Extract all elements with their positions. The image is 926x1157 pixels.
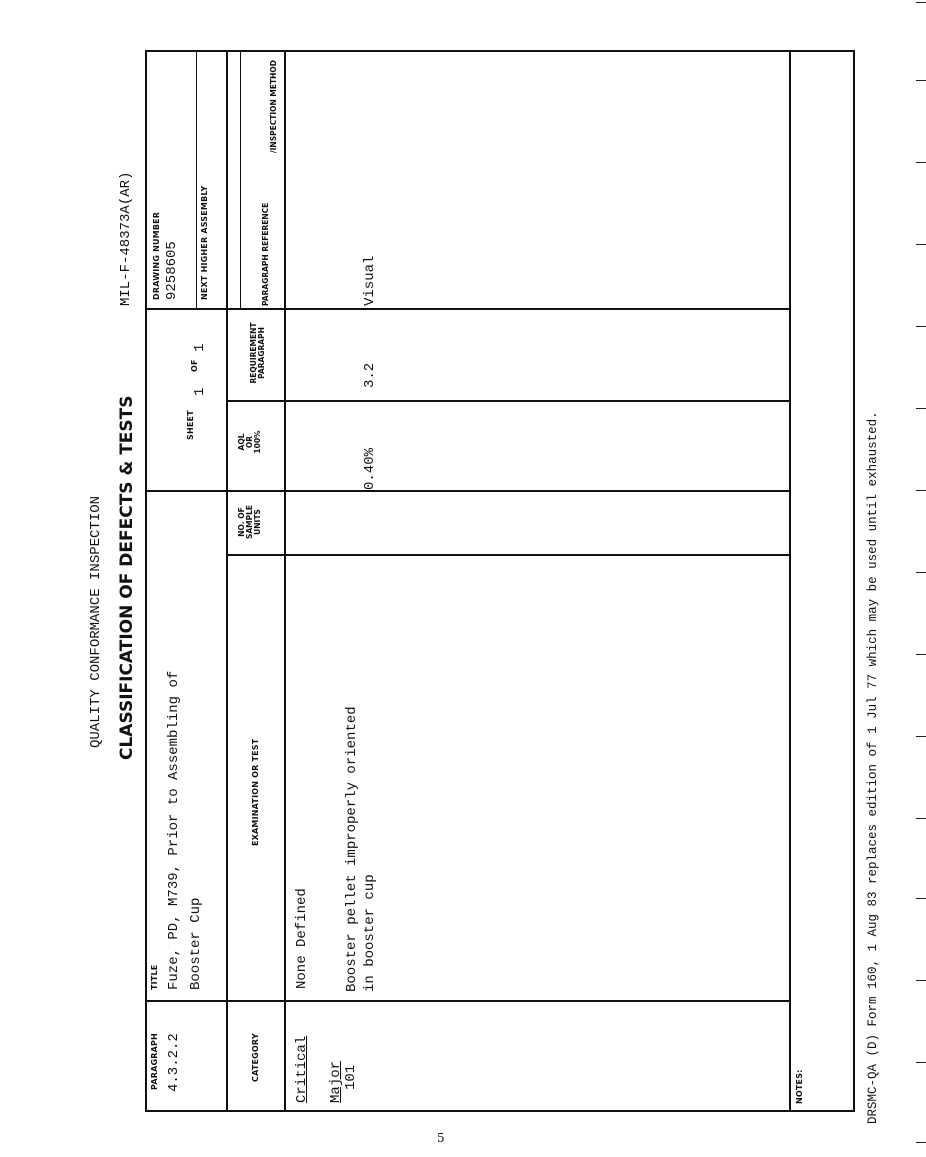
sample-aql-divider [226,490,789,492]
next-higher-assembly-label: NEXT HIGHER ASSEMBLY [200,185,209,300]
form-footer: DRSMC-QA (D) Form 160, 1 Aug 83 replaces edition of 1 Jul 77 which may be used until exhausted. [866,411,880,1124]
row-major-category: Major [328,1060,344,1103]
next-assembly-divider [196,50,197,308]
sample-units-header-line: SAMPLE [245,504,254,540]
page-heading: QUALITY CONFORMANCE INSPECTION [88,495,104,748]
requirement-header [250,308,266,398]
form-frame [145,50,855,1112]
edge-mark [916,898,926,899]
reference-header-line: /INSPECTION METHOD [269,60,278,154]
edge-mark [916,818,926,819]
edge-mark [916,572,926,573]
edge-mark [916,244,926,245]
page-number: 5 [437,1131,445,1145]
sample-units-header-line: NO. OF [237,507,246,537]
row-major-number: 101 [343,1064,359,1090]
title-line-1: Fuze, PD, M739, Prior to Assembling of [166,670,182,990]
title-sheet-divider [145,490,226,492]
header-divider [226,50,228,1112]
row-major-requirement: 3.2 [362,362,378,388]
title-line-2: Booster Cup [188,897,204,990]
requirement-header-line: PARAGRAPH [257,327,266,379]
edge-mark [916,2,926,3]
edge-mark [916,80,926,81]
exam-sample-divider [226,554,789,556]
sheet-total: 1 [192,343,208,352]
edge-mark [916,490,926,491]
aql-requirement-divider [226,400,789,402]
edge-mark [916,326,926,327]
reference-header [262,60,278,306]
reference-header-line: PARAGRAPH REFERENCE [261,202,270,306]
row-major-examination-line-1: Booster pellet improperly oriented [344,706,360,992]
row-critical-category: Critical [294,1035,310,1103]
sheet-of-label: OF [190,359,199,372]
edge-mark [916,1062,926,1063]
title-label: TITLE [150,964,159,990]
drawing-number-label: DRAWING NUMBER [152,211,161,300]
edge-mark [916,1142,926,1143]
aql-header-line: OR [245,435,254,449]
row-critical-examination: None Defined [294,888,310,989]
row-major-aql: 0.40% [362,447,378,490]
edge-mark [916,162,926,163]
row-major-examination-line-2: in booster cup [362,874,378,992]
examination-header: EXAMINATION OR TEST [251,738,260,846]
edge-mark [916,980,926,981]
edge-mark [916,408,926,409]
aql-header [238,412,262,472]
aql-header-line: AQL [237,433,246,451]
page-title: CLASSIFICATION OF DEFECTS & TESTS [117,395,137,760]
category-header: CATEGORY [251,1033,260,1082]
column-header-divider [284,50,286,1112]
aql-header-line: 100% [253,430,262,454]
sheet-label: SHEET [186,410,195,440]
reference-divider [240,50,241,308]
spec-number: MIL-F-48373A(AR) [118,171,134,306]
drawing-number-value: 9258605 [164,241,180,300]
category-exam-divider [226,1000,789,1002]
edge-mark [916,654,926,655]
sample-units-header [238,492,262,552]
paragraph-label: PARAGRAPH [150,1033,159,1090]
sheet-number: 1 [192,387,208,396]
paragraph-value: 4.3.2.2 [166,1033,182,1092]
notes-divider [789,50,791,1112]
sheet-drawing-divider [145,308,789,310]
edge-mark [916,736,926,737]
requirement-header-line: REQUIREMENT [249,322,258,384]
notes-label: NOTES: [795,1069,804,1104]
row-major-method: Visual [362,255,378,306]
sample-units-header-line: UNITS [253,509,262,535]
